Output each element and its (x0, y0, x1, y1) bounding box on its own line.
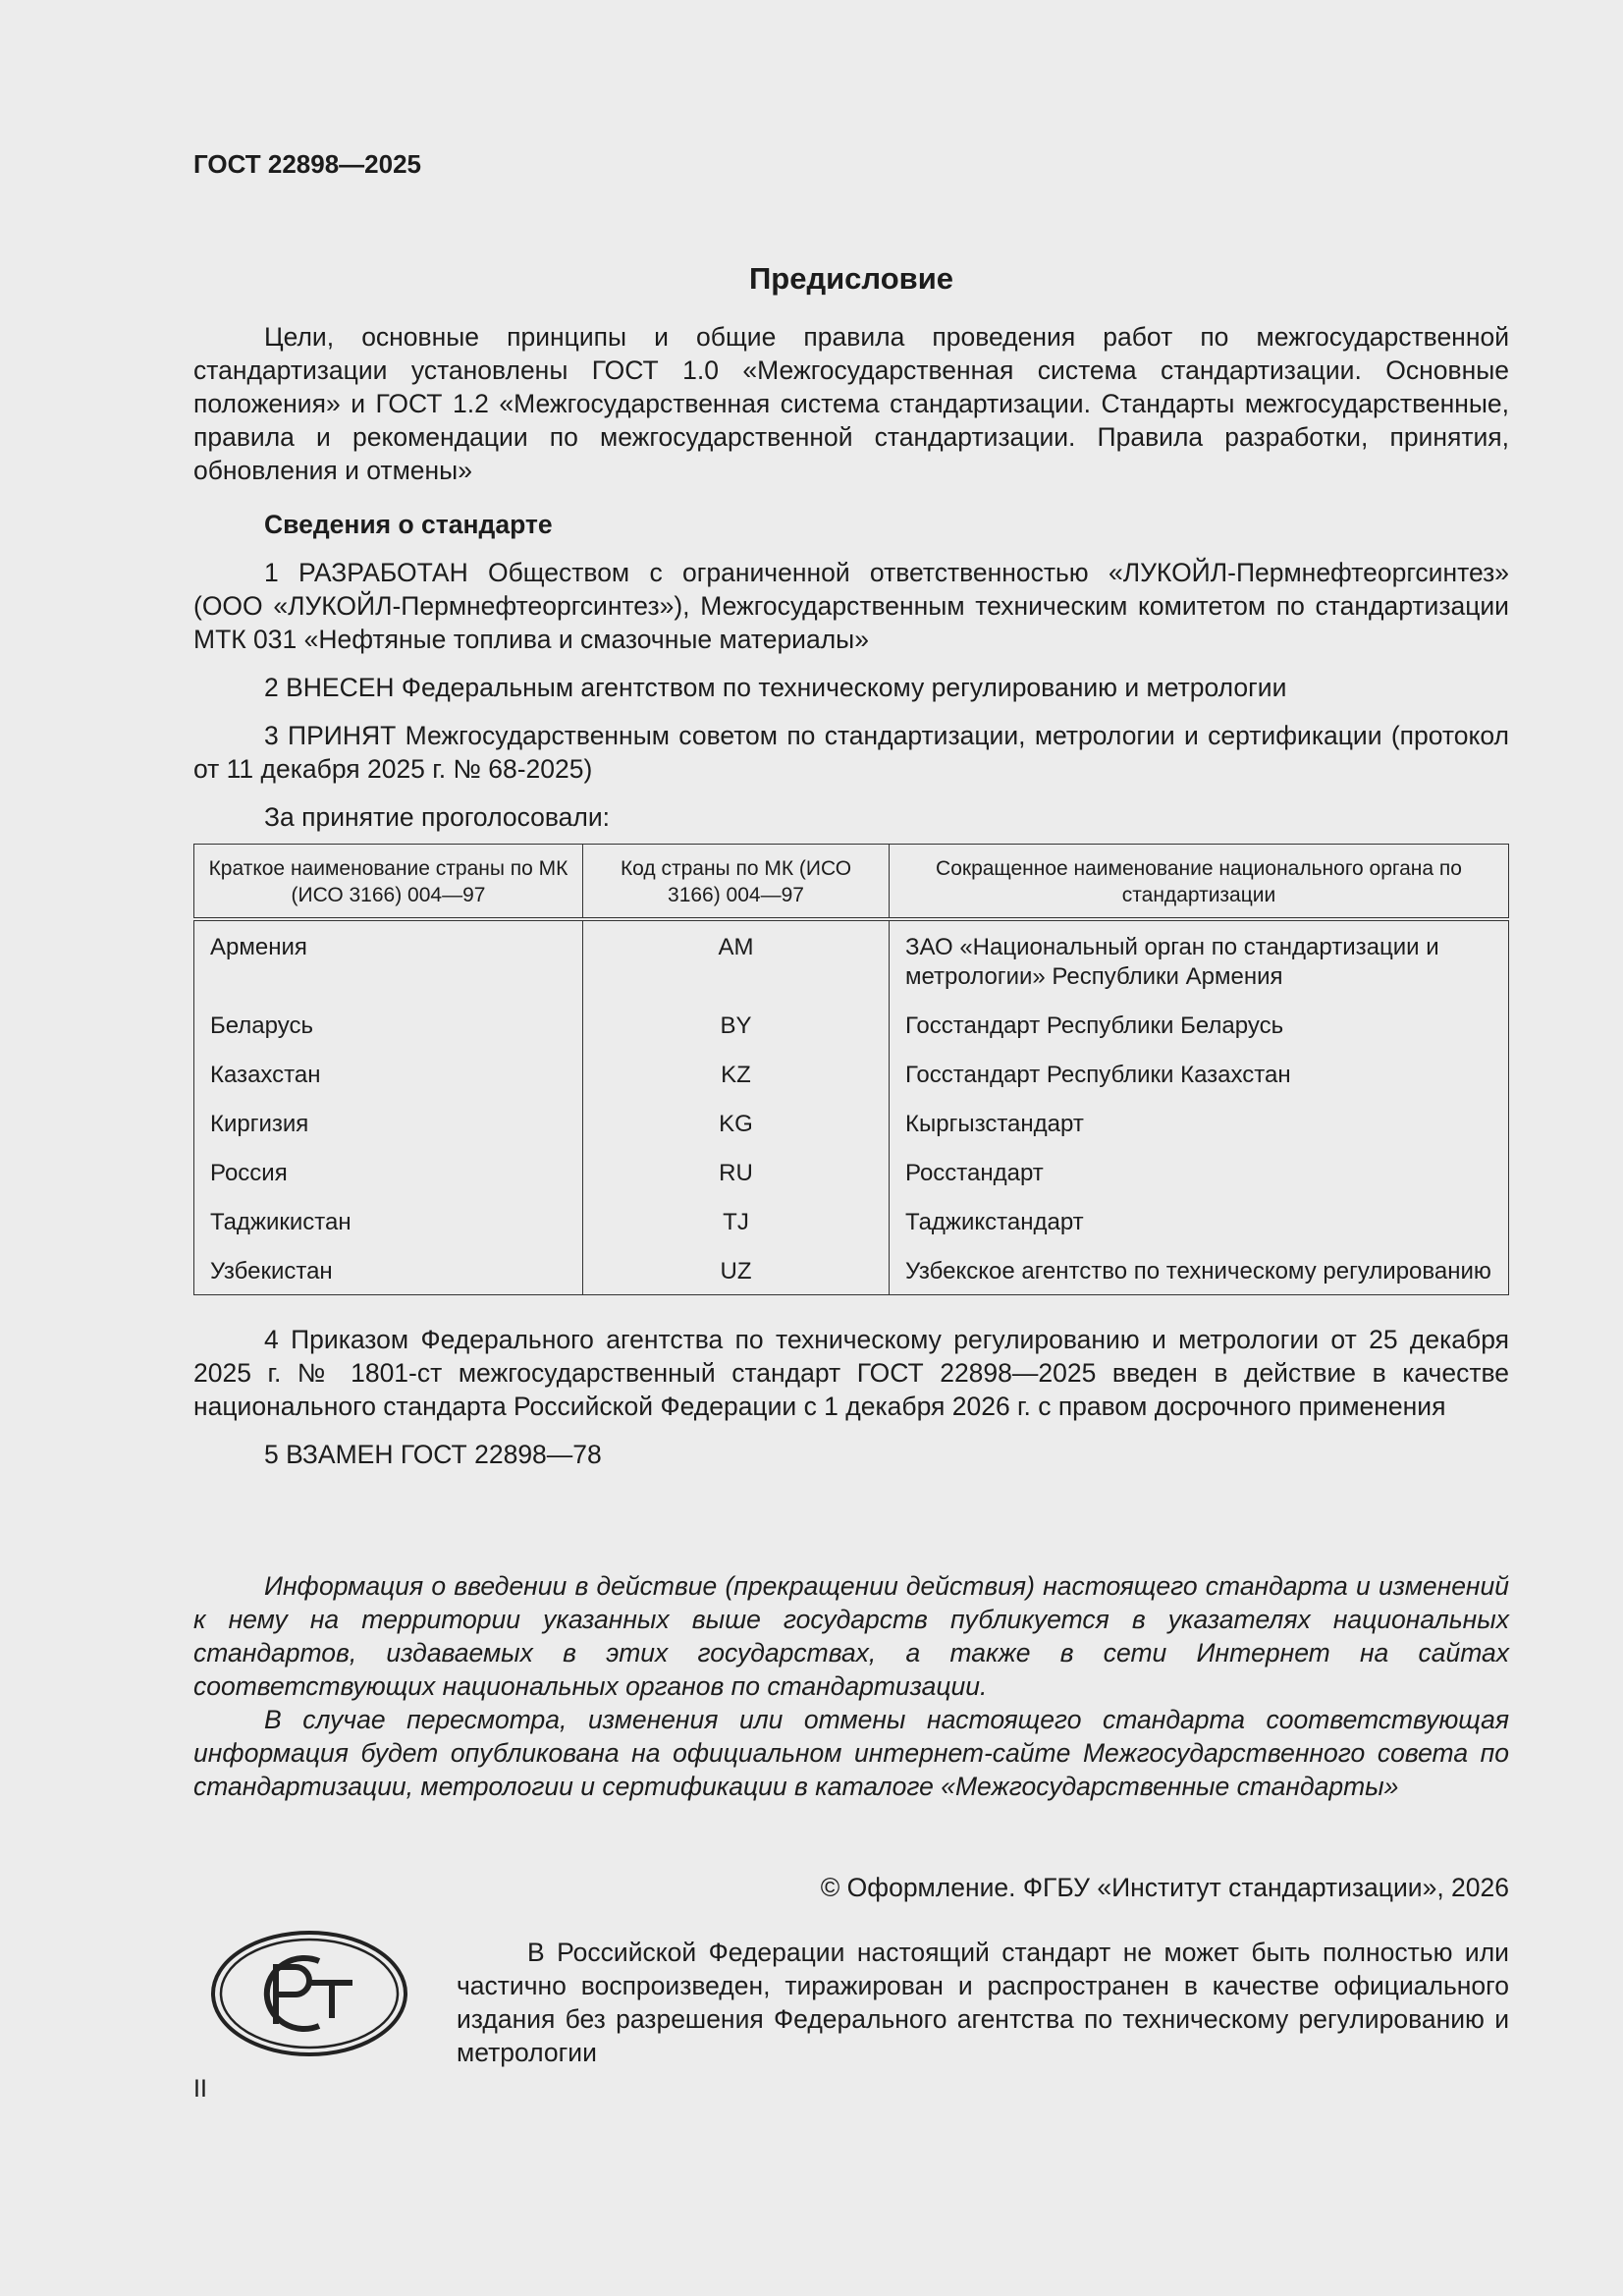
cell-country: Таджикистан (210, 1209, 352, 1235)
cell-code: RU (583, 1153, 890, 1202)
logo-text: РСТ (209, 1928, 211, 1929)
table-header-row (194, 845, 1509, 920)
page-title: Предисловие (748, 261, 953, 296)
cell-country: Казахстан (210, 1062, 321, 1088)
cell-body: ЗАО «Национальный орган по стандартизации и метрологии» Республики Армения (890, 919, 1509, 1006)
item-voted: За принятие проголосовали: (264, 802, 611, 832)
header-body: Сокращенное наименование национального органа по стандартизации (890, 845, 1509, 920)
note-revision-info: В случае пересмотра, изменения или отмены настоящего стандарта соответствующая информация будет опубликована на официальном интернет-сайте Межгосударственного совета по стандартизации, метрологии и сертификации в каталоге «Межгосударственные стандарты» (193, 1705, 1509, 1801)
cell-country: Киргизия (210, 1111, 309, 1137)
header-country: Краткое наименование страны по МК (ИСО 3166) 004—97 (194, 845, 583, 920)
cell-body: Госстандарт Республики Беларусь (890, 1006, 1509, 1055)
item-enacted: 4 Приказом Федерального агентства по техническому регулированию и метрологии от 25 декабря 2025 г. № 1801-ст межгосударственный стандарт ГОСТ 22898—2025 введен в действие в качестве национального стандарта Российской Федерации с 1 декабря 2026 г. с правом досрочного применения (193, 1325, 1509, 1421)
cell-body: Госстандарт Республики Казахстан (890, 1055, 1509, 1104)
cell-body: Росстандарт (890, 1153, 1509, 1202)
cell-code: UZ (583, 1251, 890, 1295)
standard-info-heading: Сведения о стандарте (264, 510, 553, 539)
intro-paragraph: Цели, основные принципы и общие правила проведения работ по межгосударственной стандартизации установлены ГОСТ 1.0 «Межгосударственная система стандартизации. Основные положения» и ГОСТ 1.2 «Межгосударственная система стандартизации. Стандарты межгосударственные, правила и рекомендации по межгосударственной стандартизации. Правила разработки, принятия, обновления и отмены» (193, 322, 1509, 485)
cell-country: Армения (210, 934, 307, 960)
cell-body: Узбекское агентство по техническому регулированию (890, 1251, 1509, 1295)
member-states-table (193, 844, 1509, 1295)
cell-body: Кыргызстандарт (890, 1104, 1509, 1153)
item-developed: 1 РАЗРАБОТАН Обществом с ограниченной ответственностью «ЛУКОЙЛ-Пермнефтеоргсинтез» (ООО «ЛУКОЙЛ-Пермнефтеоргсинтез»), Межгосударственным техническим комитетом по стандартизации МТК 031 «Нефтяные топлива и смазочные материалы» (193, 558, 1509, 654)
table-row (194, 919, 1509, 1006)
cell-code: TJ (583, 1202, 890, 1251)
table-row (194, 1006, 1509, 1055)
table-row (194, 1251, 1509, 1295)
header-code: Код страны по МК (ИСО 3166) 004—97 (583, 845, 890, 920)
page-body (193, 147, 1509, 1803)
pct-certification-mark-icon (209, 1928, 409, 2059)
cell-country: Россия (210, 1160, 288, 1186)
cell-country: Узбекистан (210, 1258, 333, 1285)
cell-code: KG (583, 1104, 890, 1153)
copyright-line: © Оформление. ФГБУ «Институт стандартизации», 2026 (820, 1873, 1509, 1902)
item-adopted: 3 ПРИНЯТ Межгосударственным советом по стандартизации, метрологии и сертификации (протокол от 11 декабря 2025 г. № 68-2025) (193, 721, 1509, 784)
table-row (194, 1153, 1509, 1202)
cell-code: KZ (583, 1055, 890, 1104)
cell-country: Беларусь (210, 1012, 313, 1039)
table-row (194, 1055, 1509, 1104)
reproduction-notice: В Российской Федерации настоящий стандарт не может быть полностью или частично воспроизведен, тиражирован и распространен в качестве официального издания без разрешения Федерального агентства по техническому регулированию и метрологии (457, 1938, 1509, 2067)
item-introduced: 2 ВНЕСЕН Федеральным агентством по техническому регулированию и метрологии (264, 673, 1287, 702)
table-row (194, 1104, 1509, 1153)
note-publication-info: Информация о введении в действие (прекращении действия) настоящего стандарта и изменений к нему на территории указанных выше государств публикуется в указателях национальных стандартов, издаваемых в этих государствах, а также в сети Интернет на сайтах соответствующих национальных органов по стандартизации. (193, 1571, 1509, 1701)
table-row (194, 1202, 1509, 1251)
cell-body: Таджикстандарт (890, 1202, 1509, 1251)
page-number: II (193, 2075, 207, 2103)
item-replaces: 5 ВЗАМЕН ГОСТ 22898—78 (264, 1440, 602, 1469)
cell-code: AM (583, 919, 890, 1006)
document-code: ГОСТ 22898—2025 (193, 149, 421, 179)
cell-code: BY (583, 1006, 890, 1055)
